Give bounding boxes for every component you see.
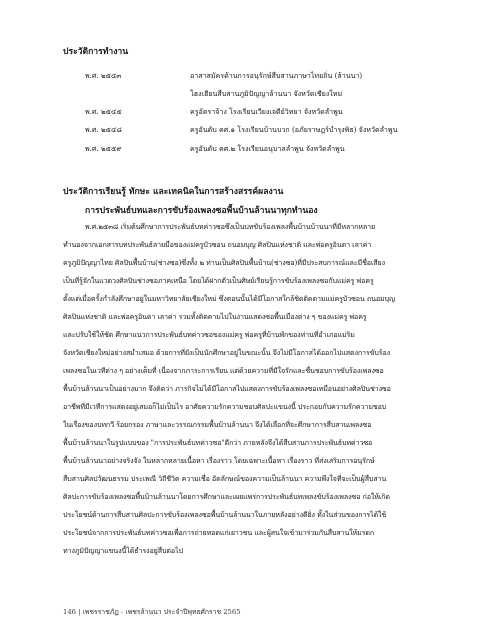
education-subheading: การประพันธ์บทและการขับร้องเพลงซอพื้นบ้านล้านนาทุกทำนอง: [85, 206, 318, 216]
paragraph-line: พื้นบ้านล้านนาเป็นอย่างมาก จึงคิดว่า ภารกิจไม่ได้มีโอกาสไปแสดงการขับร้องเพลงซอเหมือนอย่างศิลปินช่างซอ: [63, 384, 391, 393]
paragraph-line: ศิลปินแห่งชาติ และพ่อครูอินตา เลาค่า รวมทั้งติดตามไปในงานแสดงซอพื้นเมืองต่าง ๆ ของแม่ครู พ่อครู: [63, 312, 367, 321]
paragraph-line: พื้นบ้านล้านนาในรูปแบบของ "การประพันธ์บทค่าวซอ"ดีกว่า ภายหลังจึงได้สืบสานการประพันธ์บทค่าวซอ: [63, 438, 373, 447]
work-year: พ.ศ. ๒๕๔๕: [85, 107, 122, 116]
page-footer: 146 | เพชรราชภัฏ - เพชรล้านนา ประจำปีพุทธศักราช 2565: [63, 608, 241, 616]
paragraph-line: ทางภูมิปัญญาแขนงนี้ได้ธำรงอยู่สืบต่อไป: [63, 546, 183, 555]
work-desc: ครูอันดับ คศ.๑ โรงเรียนบ้านบวก (อภัยราษฎร์บำรุงพิธ) จังหวัดลำพูน: [190, 125, 398, 134]
paragraph-line: ประโยชน์ด้านการสืบสานศิลปะการขับร้องเพลงซอพื้นบ้านล้านนาในภายหลังอย่างดียิ่ง ทั้งในส่วนของการได้ใช้: [63, 510, 387, 519]
paragraph-line: จังหวัดเชียงใหม่อย่างสม่ำเสมอ ด้วยการที่ยังเป็นนักศึกษาอยู่ในขณะนั้น จึงไม่มีโอกาสได้ออกไปแสดงการขับร้อง: [63, 348, 391, 357]
work-year: พ.ศ. ๒๕๕๙: [85, 144, 122, 153]
paragraph-line: ทำนองจากเอกสารบทประพันธ์ลายมือของแม่ครูบัวซอน ถนอมบุญ ศิลปินแห่งชาติ และพ่อครูอินตา เลาค่า: [63, 240, 372, 249]
paragraph-line: ในเรื่องของบทกวี ร้อยกรอง ภาษาและวรรณกรรมพื้นบ้านล้านนา จึงได้เลือกที่จะศึกษาการสืบสานเพลงซอ: [63, 420, 372, 429]
paragraph-line: เป็นที่รู้จักในแวดวงศิลปินช่างซอภาคเหนือ โดยได้ฝากตัวเป็นศิษย์เรียนรู้การขับร้องเพลงซอกับแม่ครู พ่อครู: [63, 276, 374, 285]
work-year: พ.ศ. ๒๕๔๘: [85, 125, 122, 134]
paragraph-line: สืบสานศิลปวัฒนธรรม ประเพณี วิถีชีวิต ความเชื่อ อัตลักษณ์ของความเป็นล้านนา ความพึงใจที่จะเป็นผู้สืบสาน: [63, 474, 387, 483]
paragraph-line: อาชีพที่มีเวทีการแสดงอยู่เสมอก็ไม่เป็นไร อาศัยความรักความชอบศิลปะแขนงนี้ ประกอบกับความรักความชอบ: [63, 402, 387, 411]
paragraph-line: ครูภูมิปัญญาไทย ศิลปินพื้นบ้าน(ช่างซอ)ซึ่งทั้ง ๒ ท่านเป็นศิลปินพื้นบ้าน(ช่างซอ)ที่มีประสบการณ์และมีชื่อเสียง: [63, 258, 385, 267]
work-desc: ครูอัตราจ้าง โรงเรียนเวียงเจดีย์วิทยา จังหวัดลำพูน: [190, 107, 343, 116]
work-desc: อาสาสมัครด้านการอนุรักษ์สืบสานภาษาไทยถิ่น (ล้านนา): [190, 71, 363, 80]
paragraph-line: เพลงซอในเวทีต่าง ๆ อย่างเต็มที่ เนื่องจากภาระการเรียน แต่ด้วยความที่มีใจรักและชื่นชอบการขับร้องเพลงซอ: [63, 366, 384, 375]
work-desc: ครูอันดับ คศ.๒ โรงเรียนอนุบาลลำพูน จังหวัดลำพูน: [190, 144, 345, 153]
paragraph-line: ประโยชน์จากการประพันธ์บทค่าวซอเพื่อการถ่ายทอดแก่เยาวชน และผู้สนใจเข้ามาร่วมกันสืบสานให้มรดก: [63, 528, 375, 537]
work-year: พ.ศ. ๒๕๔๓: [85, 71, 122, 80]
work-desc: โฮงเฮียนสืบสานภูมิปัญญาล้านนา จังหวัดเชียงใหม่: [190, 89, 343, 98]
paragraph-line: พ.ศ.๒๕๓๘ เริ่มต้นศึกษาการประพันธ์บทค่าวซอซึ่งเป็นบทขับร้องเพลงพื้นบ้านบ้านนาที่มีหลากหลาย: [85, 222, 376, 231]
paragraph-line: ศิลปะการขับร้องเพลงซอพื้นบ้านล้านนาโดยการศึกษาและเผยแพร่การประพันธ์บทเพลงขับร้องเพลงซอ ก่อให้เกิด: [63, 492, 390, 501]
work-history-heading: ประวัติการทำงาน: [63, 47, 129, 57]
paragraph-line: พื้นบ้านล้านนาอย่างจริงจัง ในหลากหลายเนื้อหา เรื่องราว โดยเฉพาะเนื้อหา เรื่องราว ที่ส่งเสริมการอนุรักษ์: [63, 456, 375, 465]
education-heading: ประวัติการเรียนรู้ ทักษะ และเทคนิคในการสร้างสรรค์ผลงาน: [63, 187, 284, 197]
paragraph-line: ตั้งแต่เมื่อครั้งกำลังศึกษาอยู่ในมหาวิทยาลัยเชียงใหม่ ซึ่งตอนนั้นได้มีโอกาสใกล้ชิดติดตามแม่ครูบัวซอน ถนอมบุญ: [63, 294, 395, 303]
paragraph-line: และปรับใช้ให้ชัด ศึกษาแนวการประพันธ์บทค่าวซอของแม่ครู พ่อครูที่บ้านพักของท่านที่อำเภอแม่ริม: [63, 330, 355, 339]
